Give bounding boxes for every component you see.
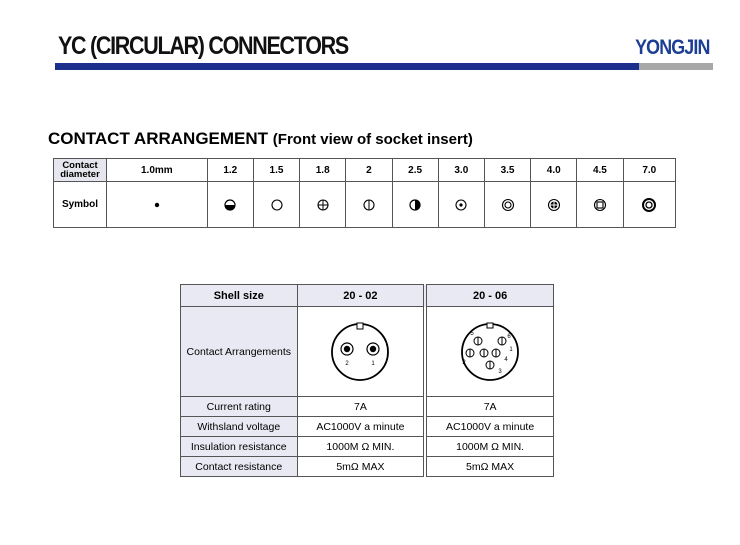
- half-filled-circle-icon: [223, 198, 237, 212]
- vertical-line-circle-icon: [362, 198, 376, 212]
- pin-label: 4: [504, 356, 508, 363]
- diameter-cell: 4.5: [577, 159, 623, 182]
- page-title: YC (CIRCULAR) CONNECTORS: [58, 32, 348, 60]
- row-value: 5mΩ MAX: [427, 457, 554, 477]
- spec-row: [181, 307, 554, 397]
- dotted-circle-icon: [454, 198, 468, 212]
- column-header: 20 - 06: [427, 285, 554, 307]
- symbol-cell: [346, 182, 392, 228]
- symbol-cell: [253, 182, 299, 228]
- section-heading: [48, 129, 473, 149]
- open-circle-icon: [270, 198, 284, 212]
- square-ring-circle-icon: [593, 198, 607, 212]
- symbol-cell: [438, 182, 484, 228]
- spec-row: [181, 437, 554, 457]
- arrangement-20-02: [297, 307, 424, 397]
- diameter-label: Contact diameter: [54, 159, 107, 182]
- header-rule-accent: [639, 63, 713, 70]
- row-label: Withsland voltage: [181, 417, 298, 437]
- shell-spec-table: [180, 284, 554, 477]
- shell-size-label: Shell size: [181, 285, 298, 307]
- diameter-cell: 3.5: [484, 159, 530, 182]
- spec-header-row: [181, 285, 554, 307]
- row-label: Contact Arrangements: [181, 307, 298, 397]
- symbol-label: Symbol: [54, 182, 107, 228]
- symbol-cell: [484, 182, 530, 228]
- diameter-cell: 1.5: [253, 159, 299, 182]
- right-half-filled-circle-icon: [408, 198, 422, 212]
- crossed-circle-icon: [316, 198, 330, 212]
- diameter-row: [54, 159, 676, 182]
- row-value: AC1000V a minute: [297, 417, 424, 437]
- thick-double-circle-icon: [641, 197, 657, 213]
- pin-label: 1: [371, 360, 376, 367]
- contact-diameter-table: [53, 158, 676, 228]
- diameter-cell: 3.0: [438, 159, 484, 182]
- diameter-cell: 7.0: [623, 159, 675, 182]
- row-label: Current rating: [181, 397, 298, 417]
- spec-row: [181, 417, 554, 437]
- brand-logo: YONGJIN: [635, 36, 710, 59]
- spec-row: [181, 457, 554, 477]
- pin-label: 1: [509, 346, 513, 353]
- spec-row: [181, 397, 554, 417]
- symbol-cell: [577, 182, 623, 228]
- row-value: 1000M Ω MIN.: [427, 437, 554, 457]
- diameter-cell: 2.5: [392, 159, 438, 182]
- row-label: Insulation resistance: [181, 437, 298, 457]
- diameter-cell: 2: [346, 159, 392, 182]
- symbol-cell: [107, 182, 208, 228]
- row-value: 7A: [427, 397, 554, 417]
- symbol-cell: [623, 182, 675, 228]
- connector-20-06-diagram: [448, 315, 532, 389]
- column-header: 20 - 02: [297, 285, 424, 307]
- section-title: CONTACT ARRANGEMENT: [48, 129, 269, 148]
- pin-label: 5: [470, 330, 474, 337]
- arrangement-20-06: [427, 307, 554, 397]
- header-rule: [55, 63, 639, 70]
- double-circle-icon: [501, 198, 515, 212]
- symbol-cell: [207, 182, 253, 228]
- row-value: AC1000V a minute: [427, 417, 554, 437]
- row-label: Contact resistance: [181, 457, 298, 477]
- pin-label: 2: [462, 359, 466, 366]
- diameter-cell: 1.2: [207, 159, 253, 182]
- row-value: 1000M Ω MIN.: [297, 437, 424, 457]
- symbol-cell: [392, 182, 438, 228]
- symbol-row: [54, 182, 676, 228]
- connector-20-02-diagram: [318, 315, 402, 389]
- pin-label: 2: [345, 360, 350, 367]
- diameter-cell: 4.0: [531, 159, 577, 182]
- section-subtitle: (Front view of socket insert): [272, 131, 473, 148]
- diameter-cell: 1.0mm: [107, 159, 208, 182]
- diameter-cell: 1.8: [300, 159, 346, 182]
- row-value: 7A: [297, 397, 424, 417]
- filled-cross-circle-icon: [547, 198, 561, 212]
- symbol-cell: [531, 182, 577, 228]
- pin-label: 6: [507, 333, 511, 340]
- symbol-cell: [300, 182, 346, 228]
- row-value: 5mΩ MAX: [297, 457, 424, 477]
- dot-icon: [150, 198, 164, 212]
- pin-label: 3: [498, 368, 502, 375]
